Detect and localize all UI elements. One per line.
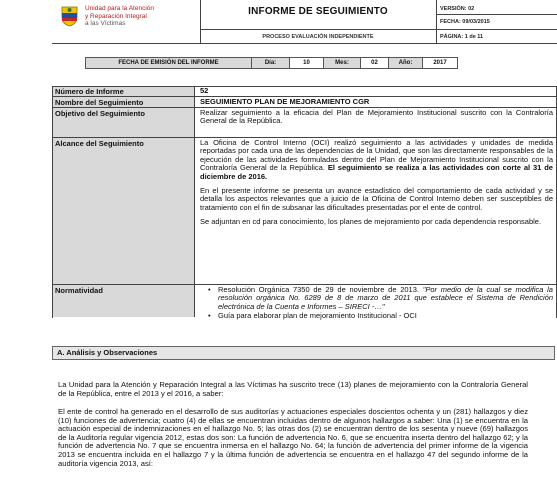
year-value: 2017 <box>422 57 458 69</box>
title-cell <box>200 0 437 44</box>
objective-row <box>52 108 556 138</box>
logo-line-2: y Reparación Integral <box>85 12 147 20</box>
emission-label: FECHA DE EMISIÓN DEL INFORME <box>85 57 252 69</box>
document-header <box>52 0 557 45</box>
divider <box>436 14 557 15</box>
regulation-row <box>52 285 556 321</box>
scope-value <box>196 138 556 284</box>
tracking-name-value: SEGUIMIENTO PLAN DE MEJORAMIENTO CGR <box>200 97 370 106</box>
process-name: PROCESO EVALUACIÓN INDEPENDIENTE <box>262 34 374 40</box>
day-value: 10 <box>289 57 324 69</box>
regulation-item-2-text: Guía para elaborar plan de mejoramiento Institucional - OCI <box>218 311 417 321</box>
report-number-row <box>52 86 556 97</box>
month-label: Mes: <box>323 57 361 69</box>
scope-text-1a: La Oficina de Control Interno (OCI) realizó seguimiento a las actividades y unidades de medida reportadas por cada una de las dependencias de la Unidad, que son las directamente responsables de la ejecución de las actividades formuladas dentro del Plan de Mejoramiento Institucional suscrito con la Contraloría General de la República. <box>200 138 553 173</box>
scope-paragraph-1 <box>200 139 553 181</box>
month-value: 02 <box>360 57 389 69</box>
scope-text-1b: El seguimiento se realiza a las actividades con corte al 31 de diciembre de 2016. <box>200 163 553 181</box>
scope-row <box>52 138 556 285</box>
divider <box>200 29 436 30</box>
analysis-paragraph-1: La Unidad para la Atención y Reparación Integral a las Víctimas ha suscrito trece (13) planes de mejoramiento con la Contraloría General de la República, entre el 2013 y el 2016, a saber: <box>58 380 528 398</box>
report-number-value: 52 <box>200 86 209 95</box>
objective-label: Objetivo del Seguimiento <box>52 108 195 137</box>
regulation-label: Normatividad <box>52 285 195 317</box>
document-title: INFORME DE SEGUIMIENTO <box>248 6 388 17</box>
logo-text <box>85 5 154 28</box>
meta-cell <box>436 0 557 44</box>
logo-line-1: Unidad para la Atención <box>85 5 155 12</box>
analysis-paragraph-2: El ente de control ha generado en el desarrollo de sus auditorías y actuaciones especiales doscientos ochenta y un (281) hallazgos y diez (10) funciones de advertencia; cuatro (4) de ellas se encuentran incluidas dentro de algunos hallazgos a saber: Una (1) se encuentra en la actuación especial de indemnizaciones en el hallazgo No. 5; las otras dos (2) se encuentran dentro de los sesenta y nueve (69) hallazgos de la Auditoría regular vigencia 2012, estas dos son: La función de advertencia No. 6, que se encuentra inserta dentro del hallazgo 62; y la función de advertencia No. 7 que se encuentra inmersa en el hallazgo No. 64; la función de advertencia del primer informe de la vigencia 2013 se encuentra incluida en el hallazgo 7 y la última función de advertencia se encuentra en el hallazgo 47 del segundo informe de la auditoría vigencia 2013, así: <box>58 407 528 468</box>
regulation-item-1-text: Resolución Orgánica 7350 de 29 de noviembre de 2013. <box>218 285 419 294</box>
divider <box>436 29 557 30</box>
regulation-item-2 <box>210 312 553 320</box>
regulation-item-1 <box>210 286 553 311</box>
day-label: Día: <box>251 57 290 69</box>
objective-value: Realizar seguimiento a la eficacia del Plan de Mejoramiento Institucional suscrito con la Contraloría General de la República. <box>200 108 553 126</box>
scope-paragraph-2: En el presente informe se presenta un avance estadístico del comportamiento de cada actividad y se detalla los aspectos relevantes que a juicio de la Oficina de Control Interno deben ser susceptibles de tratamiento con el fin de subsanar las dificultades presentadas por el ente de control. <box>200 186 553 212</box>
logo-cell <box>52 0 201 44</box>
page-label: PÁGINA: 1 de 11 <box>440 34 484 40</box>
regulation-list <box>200 286 553 321</box>
regulation-value <box>196 285 556 321</box>
tracking-name-row <box>52 97 556 108</box>
year-label: Año: <box>388 57 423 69</box>
section-heading: A. Análisis y Observaciones <box>52 346 555 360</box>
regulation-item-1-quote: "Por medio de la cual se modifica la resolución orgánica No. 6289 de 8 de marzo de 2011 que establece el Sistema de Rendición electrónica de la Cuenta e Informes – SIRECI -…" <box>218 285 553 311</box>
colombia-coat-of-arms-icon <box>60 5 79 27</box>
date-label: FECHA: 09/03/2015 <box>440 19 490 25</box>
scope-paragraph-3: Se adjuntan en cd para conocimiento, los planes de mejoramiento por cada dependencia responsable. <box>200 217 542 227</box>
report-number-label: Número de Informe <box>52 86 195 96</box>
version-label: VERSIÓN: 02 <box>440 6 475 12</box>
scope-label: Alcance del Seguimiento <box>52 138 195 284</box>
tracking-name-label: Nombre del Seguimiento <box>52 97 195 107</box>
logo-line-3: a las Víctimas <box>85 20 126 27</box>
